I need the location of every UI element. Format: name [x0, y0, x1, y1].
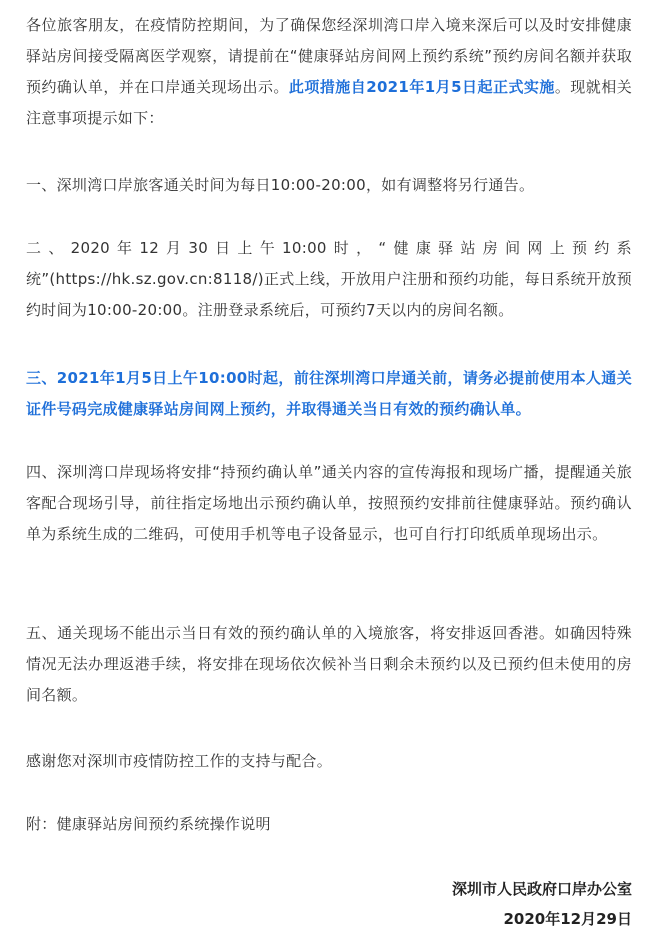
- intro-effective-date: 此项措施自2021年1月5日起正式实施: [288, 78, 555, 96]
- intro-text: 各位旅客朋友，在疫情防控期间，为了确保您经深圳湾口岸入境来深后可以及时安排健康驿站房间接受隔离医学观察，请提前在“健康驿站房间网上预约系统”预约房间名额并获取预约确认单，并在口岸通关现场出示。: [26, 16, 632, 96]
- intro-paragraph: [26, 10, 632, 134]
- signature-organization: 深圳市人民政府口岸办公室: [451, 880, 632, 898]
- intro-tail: 。现就相关注意事项提示如下：: [26, 78, 632, 127]
- item-5-paragraph: 五、通关现场不能出示当日有效的预约确认单的入境旅客，将安排返回香港。如确因特殊情况无法办理返港手续，将安排在现场依次候补当日剩余未预约以及已预约但未使用的房间名额。: [26, 624, 632, 704]
- signature-date: 2020年12月29日: [503, 910, 632, 928]
- item-3-paragraph: 三、2021年1月5日上午10:00时起，前往深圳湾口岸通关前，请务必提前使用本人通关证件号码完成健康驿站房间网上预约，并取得通关当日有效的预约确认单。: [26, 369, 632, 418]
- thanks-paragraph: 感谢您对深圳市疫情防控工作的支持与配合。: [26, 752, 333, 770]
- item-4-paragraph: 四、深圳湾口岸现场将安排“持预约确认单”通关内容的宣传海报和现场广播，提醒通关旅客配合现场引导，前往指定场地出示预约确认单，按照预约安排前往健康驿站。预约确认单为系统生成的二维码，可使用手机等电子设备显示，也可自行打印纸质单现场出示。: [26, 463, 632, 543]
- item-2-paragraph: 二、2020年12月30日上午10:00时，“健康驿站房间网上预约系统”(https://hk.sz.gov.cn:8118/)正式上线，开放用户注册和预约功能，每日系统开放预约时间为10:00-20:00。注册登录系统后，可预约7天以内的房间名额。: [26, 239, 632, 319]
- item-1-paragraph: 一、深圳湾口岸旅客通关时间为每日10:00-20:00，如有调整将另行通告。: [26, 176, 535, 194]
- attachment-line: 附：健康驿站房间预约系统操作说明: [26, 815, 271, 833]
